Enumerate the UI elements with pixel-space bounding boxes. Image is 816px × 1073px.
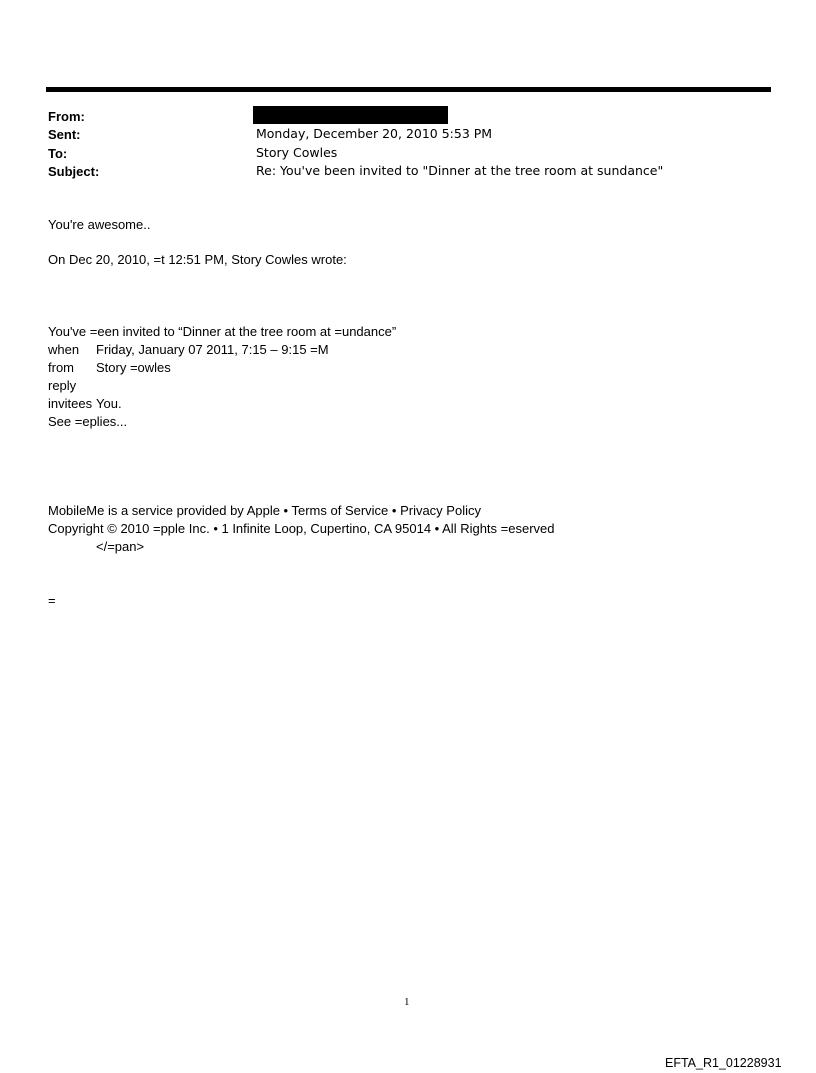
subject-label: Subject: (48, 164, 100, 179)
from-event-value: Story =owles (96, 360, 171, 375)
sent-label: Sent: (48, 127, 81, 142)
footer-service-line: MobileMe is a service provided by Apple • Terms of Service • Privacy Policy (48, 503, 481, 518)
from-label: From: (48, 109, 85, 124)
to-value: Story Cowles (256, 145, 338, 160)
redacted-sender (253, 106, 448, 124)
sent-value: Monday, December 20, 2010 5:53 PM (256, 126, 493, 141)
invitees-value: You. (96, 396, 122, 411)
when-value: Friday, January 07 2011, 7:15 – 9:15 =M (96, 342, 329, 357)
footer-span-tag: </=pan> (96, 539, 145, 554)
greeting-text: You're awesome.. (48, 217, 151, 232)
invite-title: You've =een invited to “Dinner at the tree room at =undance” (48, 324, 397, 339)
quote-intro: On Dec 20, 2010, =t 12:51 PM, Story Cowles wrote: (48, 252, 347, 267)
bates-number: EFTA_R1_01228931 (665, 1056, 782, 1070)
header-rule (46, 87, 771, 92)
to-label: To: (48, 146, 68, 161)
reply-label: reply (48, 378, 77, 393)
trailing-equals: = (48, 593, 56, 608)
see-replies-link[interactable]: See =eplies... (48, 414, 128, 429)
footer-copyright-line: Copyright © 2010 =pple Inc. • 1 Infinite Loop, Cupertino, CA 95014 • All Rights =eserved (48, 521, 555, 536)
page-number: 1 (404, 996, 410, 1008)
subject-value: Re: You've been invited to "Dinner at the tree room at sundance" (256, 163, 664, 178)
from-event-label: from (48, 360, 74, 375)
when-label: when (48, 342, 80, 357)
invitees-label: invitees (48, 396, 93, 411)
